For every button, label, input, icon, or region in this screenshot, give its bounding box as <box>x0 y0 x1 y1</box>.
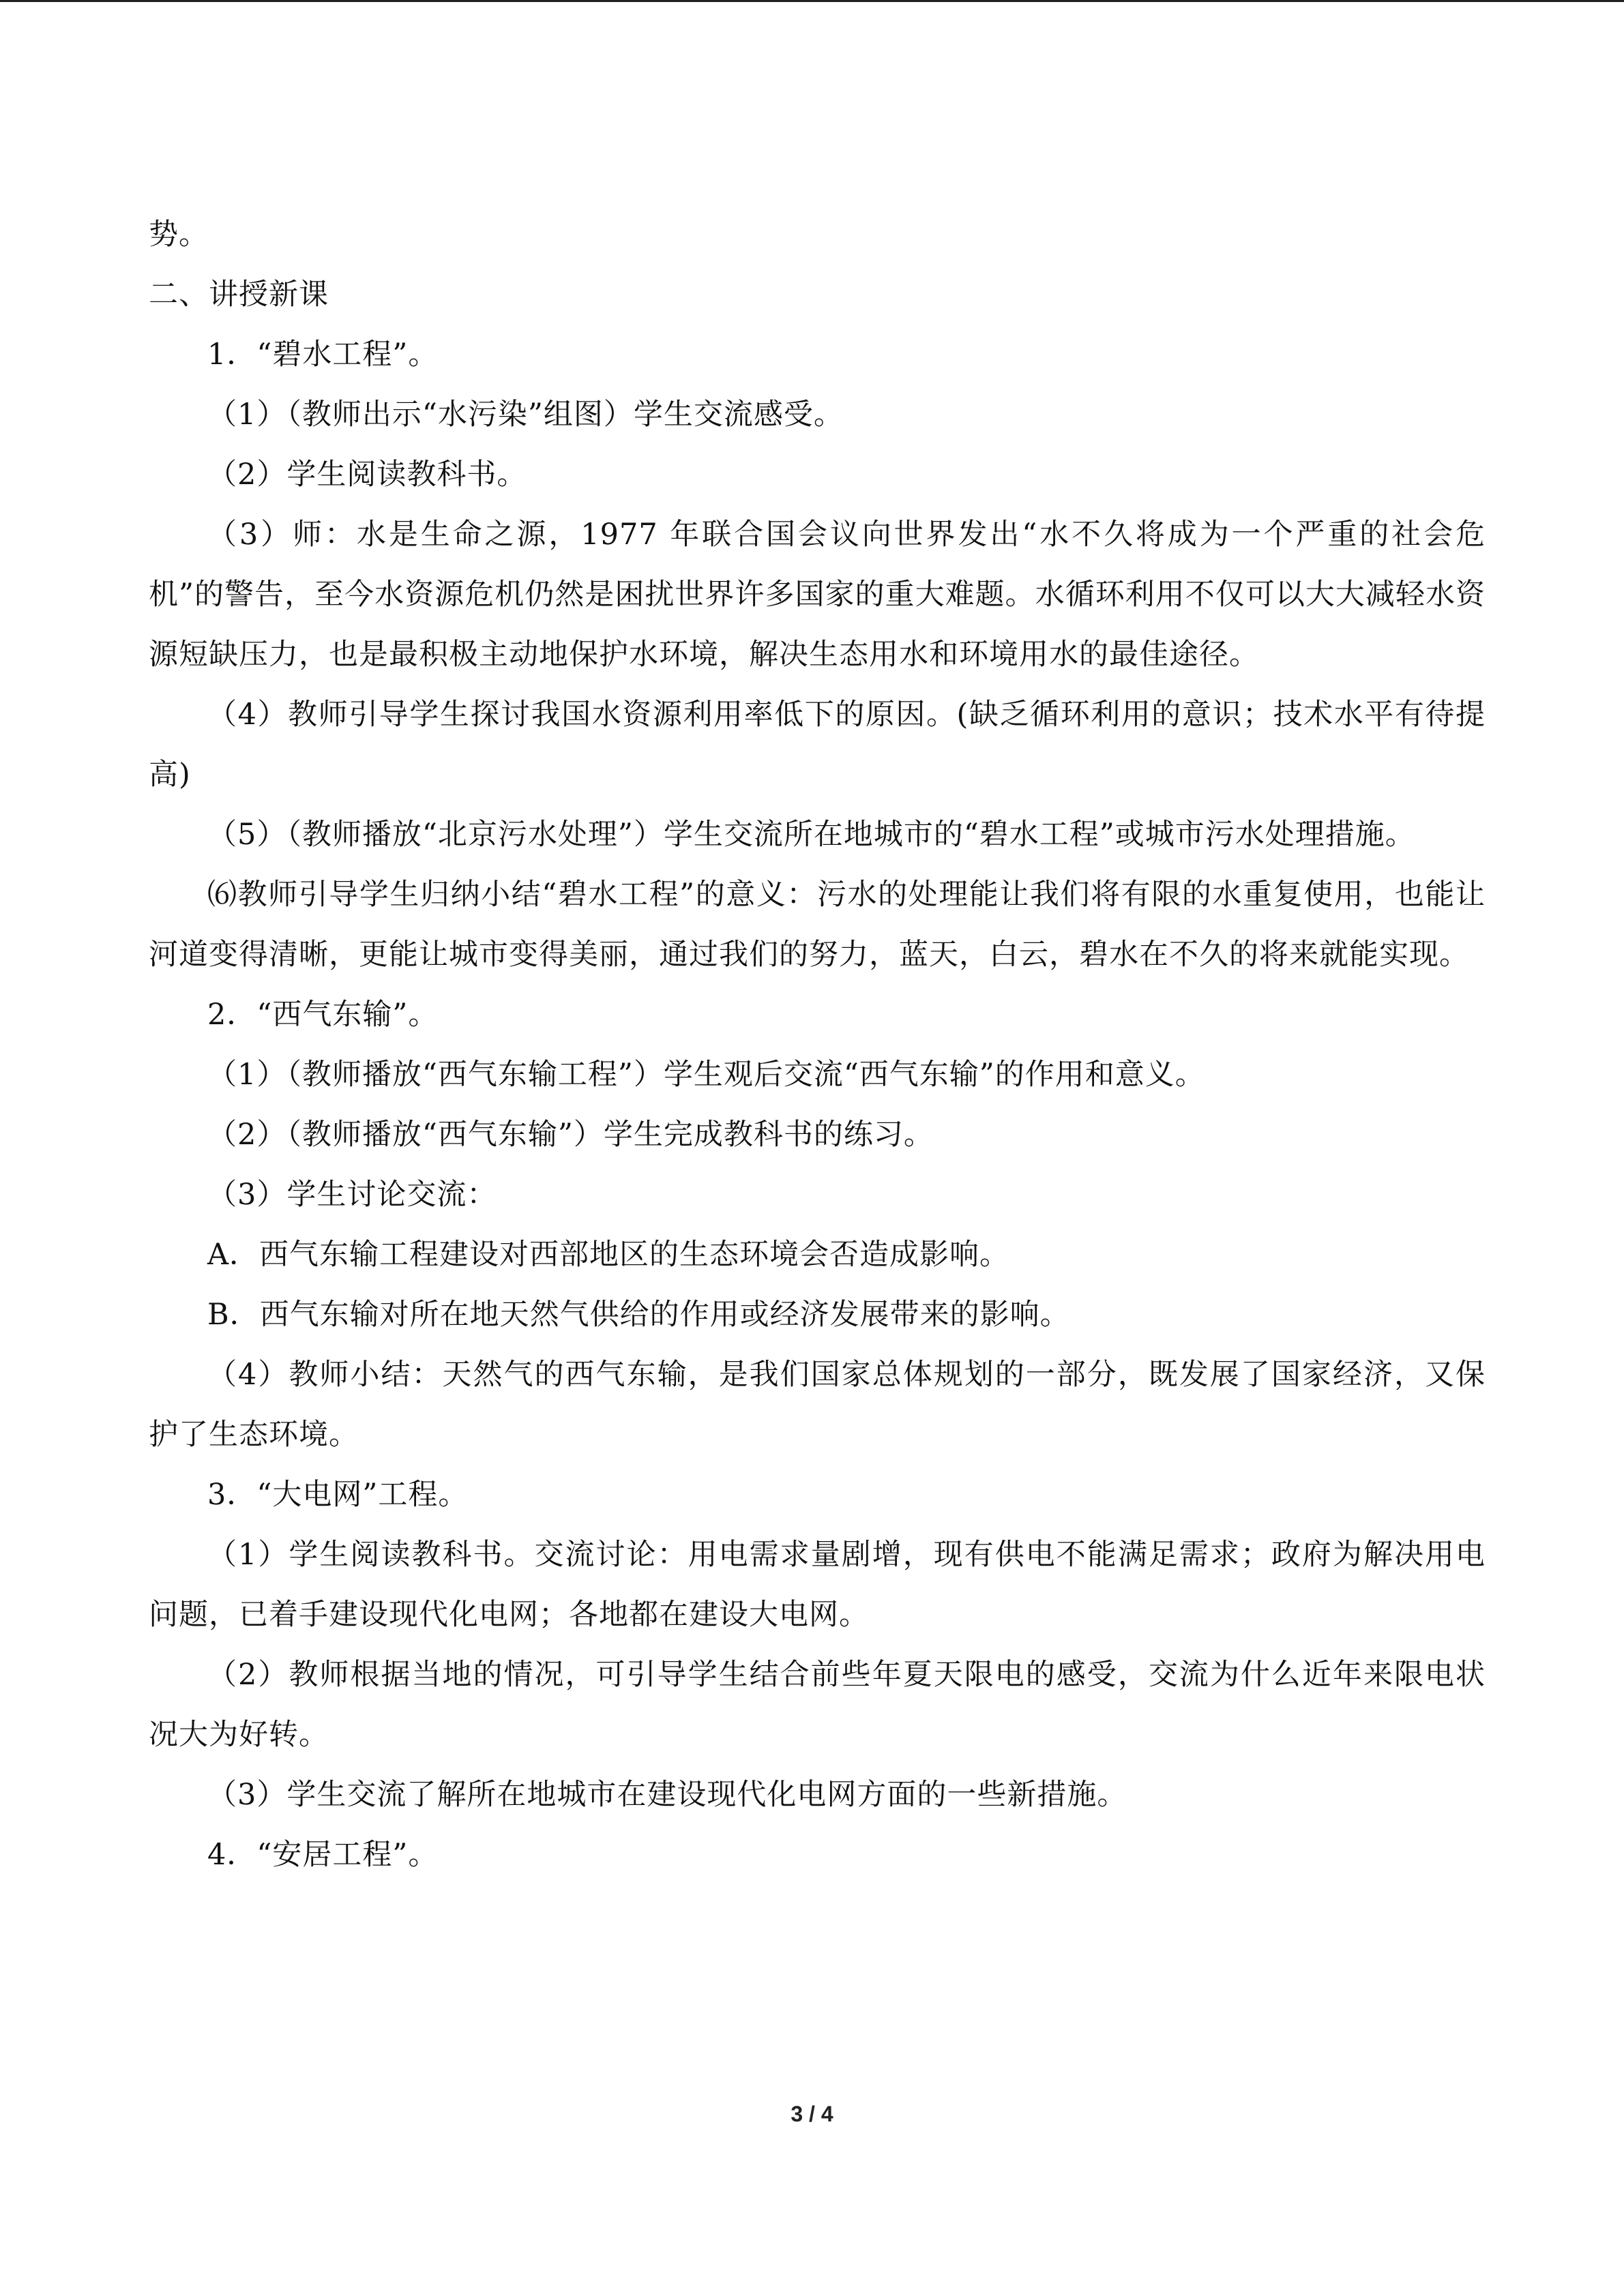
page-top-border <box>0 0 1624 2</box>
paragraph: （3）学生讨论交流： <box>207 1178 497 1212</box>
paragraph: （1）学生阅读教科书。交流讨论：用电需求量剧增，现有供电不能满足需求；政府为解决用电问题，已着手建设现代化电网；各地都在建设大电网。 <box>149 1538 1486 1632</box>
paragraph: 势。 <box>149 218 209 252</box>
paragraph: （4）教师引导学生探讨我国水资源利用率低下的原因。(缺乏循环利用的意识；技术水平有待提高) <box>149 698 1486 792</box>
section-heading: 二、讲授新课 <box>149 278 329 312</box>
paragraph: （1）（教师出示“水污染”组图）学生交流感受。 <box>207 398 844 432</box>
paragraph: ⑹教师引导学生归纳小结“碧水工程”的意义：污水的处理能让我们将有限的水重复使用，也能让河道变得清晰，更能让城市变得美丽，通过我们的努力，蓝天，白云，碧水在不久的将来就能实现。 <box>149 878 1486 972</box>
paragraph: （3）师：水是生命之源，1977 年联合国会议向世界发出“水不久将成为一个严重的社会危机”的警告，至今水资源危机仍然是困扰世界许多国家的重大难题。水循环利用不仅可以大大减轻水资源短缺压力，也是最积极主动地保护水环境，解决生态用水和环境用水的最佳途径。 <box>149 518 1486 672</box>
paragraph: （2）学生阅读教科书。 <box>207 458 527 492</box>
paragraph: （4）教师小结：天然气的西气东输，是我们国家总体规划的一部分，既发展了国家经济，又保护了生态环境。 <box>149 1358 1486 1452</box>
page-number: 3 / 4 <box>791 2102 833 2126</box>
subsection-heading: 3．“大电网”工程。 <box>207 1478 469 1512</box>
paragraph: （1）（教师播放“西气东输工程”）学生观后交流“西气东输”的作用和意义。 <box>207 1058 1205 1092</box>
paragraph: （2）（教师播放“西气东输”）学生完成教科书的练习。 <box>207 1118 934 1152</box>
paragraph: （2）教师根据当地的情况，可引导学生结合前些年夏天限电的感受，交流为什么近年来限电状况大为好转。 <box>149 1658 1486 1752</box>
document-body <box>149 205 1486 1885</box>
paragraph: A．西气东输工程建设对西部地区的生态环境会否造成影响。 <box>207 1238 1010 1272</box>
subsection-heading: 4．“安居工程”。 <box>207 1838 439 1872</box>
subsection-heading: 1．“碧水工程”。 <box>207 338 439 372</box>
paragraph: B．西气东输对所在地天然气供给的作用或经济发展带来的影响。 <box>207 1298 1070 1332</box>
subsection-heading: 2．“西气东输”。 <box>207 998 439 1032</box>
paragraph: （5）（教师播放“北京污水处理”）学生交流所在地城市的“碧水工程”或城市污水处理措施。 <box>207 818 1415 852</box>
paragraph: （3）学生交流了解所在地城市在建设现代化电网方面的一些新措施。 <box>207 1778 1127 1812</box>
